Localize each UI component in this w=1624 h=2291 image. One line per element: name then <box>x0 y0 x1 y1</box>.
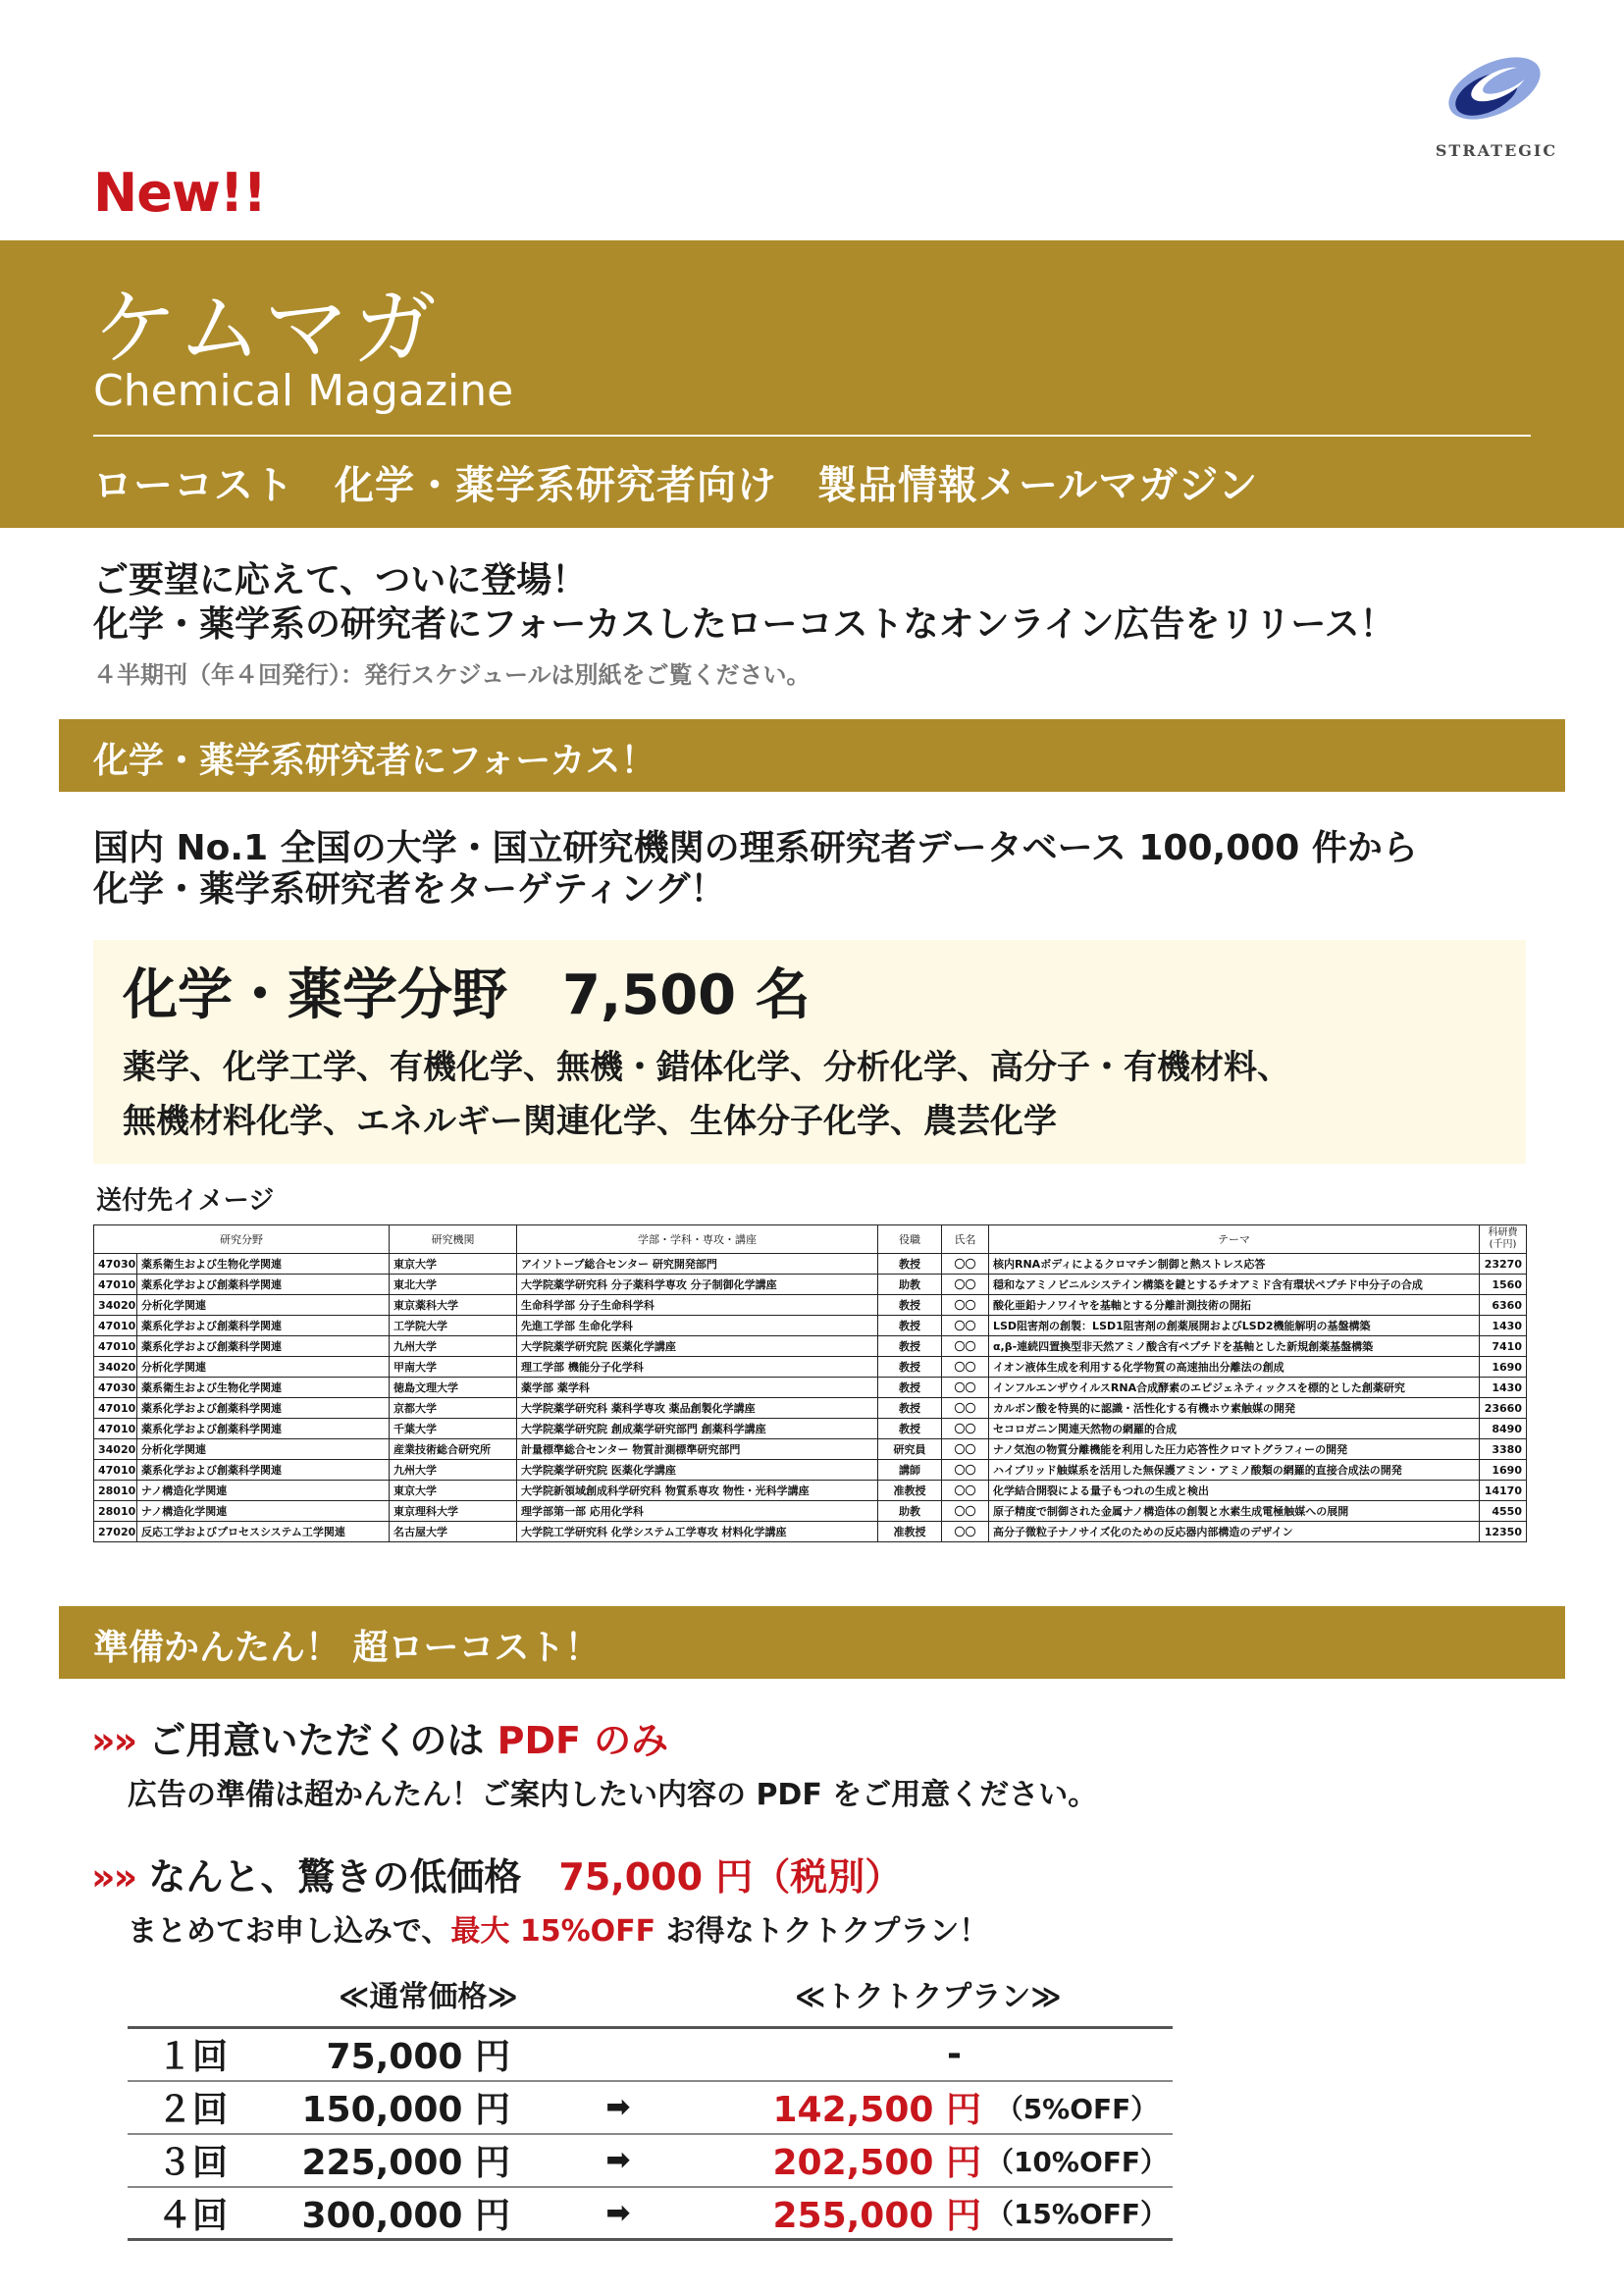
cell-institution: 徳島文理大学 <box>390 1378 517 1398</box>
bullet-low-price <box>91 1847 902 1900</box>
cell-department: 大学院薬学研究科 分子薬科学専攻 分子制御化学講座 <box>517 1275 878 1295</box>
cell-name: 〇〇 <box>942 1316 989 1336</box>
sample-image-label: 送付先イメージ <box>96 1186 275 1216</box>
cell-department: 計量標準総合センター 物質計測標準研究部門 <box>517 1439 878 1460</box>
cell-field-code: 47030 <box>94 1378 137 1398</box>
cell-grant: 1560 <box>1480 1275 1527 1295</box>
cell-institution: 東京薬科大学 <box>390 1295 517 1316</box>
cell-grant: 1690 <box>1480 1357 1527 1378</box>
price-count: ２回 <box>157 2090 229 2130</box>
cell-institution: 千葉大学 <box>390 1419 517 1439</box>
cell-name: 〇〇 <box>942 1275 989 1295</box>
cell-name: 〇〇 <box>942 1522 989 1542</box>
price-normal: 75,000 円 <box>326 2037 510 2078</box>
cell-department: 大学院薬学研究院 医薬化学講座 <box>517 1460 878 1481</box>
pdf-description: 広告の準備は超かんたん！ご案内したい内容の PDF をご用意ください。 <box>128 1778 1098 1812</box>
price-normal: 225,000 円 <box>301 2143 510 2183</box>
cell-theme: セコロガニン関連天然物の網羅的合成 <box>989 1419 1480 1439</box>
table-row <box>94 1501 1527 1522</box>
table-row <box>94 1460 1527 1481</box>
cell-field-name: 分析化学関連 <box>137 1295 390 1316</box>
cell-theme: 核内RNAボディによるクロマチン制御と熱ストレス応答 <box>989 1254 1480 1275</box>
cell-field-code: 47010 <box>94 1419 137 1439</box>
section-focus-title: 化学・薬学系研究者にフォーカス！ <box>93 741 656 781</box>
cell-name: 〇〇 <box>942 1481 989 1501</box>
cell-grant: 1430 <box>1480 1378 1527 1398</box>
price-plan: - <box>947 2034 962 2075</box>
cell-field-name: 薬系化学および創薬科学関連 <box>137 1336 390 1357</box>
price-arrow-icon: ➡ <box>605 2195 631 2230</box>
cell-position: 研究員 <box>878 1439 942 1460</box>
cell-institution: 京都大学 <box>390 1398 517 1419</box>
price-table <box>128 2026 1173 2241</box>
cell-grant: 4550 <box>1480 1501 1527 1522</box>
cell-field-name: 薬系化学および創薬科学関連 <box>137 1275 390 1295</box>
cell-field-code: 28010 <box>94 1501 137 1522</box>
intro-description: 化学・薬学系の研究者にフォーカスしたローコストなオンライン広告をリリース！ <box>93 604 1395 645</box>
cell-institution: 甲南大学 <box>390 1357 517 1378</box>
cell-theme: インフルエンザウイルスRNA合成酵素のエピジェネティックスを標的とした創薬研究 <box>989 1378 1480 1398</box>
logo-swoosh-icon <box>1438 39 1555 137</box>
cell-position: 助教 <box>878 1501 942 1522</box>
cell-theme: α,β-連続四置換型非天然アミノ酸含有ペプチドを基軸とした新規創薬基盤構築 <box>989 1336 1480 1357</box>
targeting-text: 化学・薬学系研究者をターゲティング！ <box>93 869 726 910</box>
cell-theme: 原子精度で制御された金属ナノ構造体の創製と水素生成電極触媒への展開 <box>989 1501 1480 1522</box>
cell-field-name: 薬系化学および創薬科学関連 <box>137 1419 390 1439</box>
table-row <box>94 1481 1527 1501</box>
sample-recipient-table <box>93 1224 1527 1542</box>
logo-text: STRATEGIC <box>1435 141 1558 160</box>
table-row <box>94 1254 1527 1275</box>
cell-theme: カルボン酸を特異的に認識・活性化する有機ホウ素触媒の開発 <box>989 1398 1480 1419</box>
cell-department: 大学院薬学研究院 医薬化学講座 <box>517 1336 878 1357</box>
cell-field-code: 34020 <box>94 1295 137 1316</box>
cell-field-name: 分析化学関連 <box>137 1439 390 1460</box>
bundle-suffix: お得なトクトクプラン！ <box>655 1914 989 1949</box>
price-plan: 202,500 円 <box>772 2143 981 2183</box>
header-normal-price: ≪通常価格≫ <box>339 1980 518 2014</box>
cell-position: 教授 <box>878 1419 942 1439</box>
cell-department: 理工学部 機能分子化学科 <box>517 1357 878 1378</box>
cell-field-code: 47010 <box>94 1398 137 1419</box>
cell-field-code: 34020 <box>94 1357 137 1378</box>
bullet-price-prefix: なんと、驚きの低価格 <box>148 1855 559 1899</box>
price-off: （15%OFF） <box>985 2198 1169 2231</box>
cell-field-name: 薬系化学および創薬科学関連 <box>137 1460 390 1481</box>
cell-department: 大学院新領域創成科学研究科 物質系専攻 物性・光科学講座 <box>517 1481 878 1501</box>
cell-theme: 化学結合開裂による量子もつれの生成と検出 <box>989 1481 1480 1501</box>
bundle-description <box>128 1906 988 1950</box>
price-count: ４回 <box>157 2195 229 2236</box>
cell-field-name: 薬系衛生および生物化学関連 <box>137 1254 390 1275</box>
cell-grant: 23270 <box>1480 1254 1527 1275</box>
cell-department: 理学部第一部 応用化学科 <box>517 1501 878 1522</box>
field-list-line1: 薬学、化学工学、有機化学、無機・錯体化学、分析化学、高分子・有機材料、 <box>123 1048 1290 1087</box>
cell-department: 薬学部 薬学科 <box>517 1378 878 1398</box>
cell-grant: 7410 <box>1480 1336 1527 1357</box>
cell-position: 助教 <box>878 1275 942 1295</box>
price-arrow-icon <box>510 2028 726 2081</box>
price-plan: 255,000 円 <box>772 2195 981 2236</box>
price-off: （5%OFF） <box>995 2092 1159 2125</box>
price-arrow-icon: ➡ <box>605 2090 631 2124</box>
cell-position: 准教授 <box>878 1481 942 1501</box>
bullet-pdf-only <box>91 1710 668 1764</box>
cell-institution: 工学院大学 <box>390 1316 517 1336</box>
cell-theme: イオン液体生成を利用する化学物質の高速抽出分離法の創成 <box>989 1357 1480 1378</box>
cell-name: 〇〇 <box>942 1419 989 1439</box>
field-count-title: 化学・薬学分野 7,500 名 <box>123 963 811 1027</box>
price-row <box>128 2187 1173 2240</box>
chevron-icon: » <box>91 1855 108 1899</box>
cell-field-name: 反応工学およびプロセスシステム工学関連 <box>137 1522 390 1542</box>
header-institution: 研究機関 <box>390 1225 517 1254</box>
field-summary-box <box>93 940 1526 1164</box>
cell-department: 大学院工学研究科 化学システム工学専攻 材料化学講座 <box>517 1522 878 1542</box>
cell-grant: 1430 <box>1480 1316 1527 1336</box>
cell-institution: 東京大学 <box>390 1481 517 1501</box>
cell-field-code: 47010 <box>94 1316 137 1336</box>
header-position: 役職 <box>878 1225 942 1254</box>
cell-theme: 酸化亜鉛ナノワイヤを基軸とする分離計測技術の開拓 <box>989 1295 1480 1316</box>
cell-position: 教授 <box>878 1357 942 1378</box>
cell-institution: 産業技術総合研究所 <box>390 1439 517 1460</box>
cell-institution: 九州大学 <box>390 1336 517 1357</box>
cell-theme: 穏和なアミノビニルシステイン構築を鍵とするチオアミド含有環状ペプチド中分子の合成 <box>989 1275 1480 1295</box>
cell-institution: 東京理科大学 <box>390 1501 517 1522</box>
cell-name: 〇〇 <box>942 1295 989 1316</box>
cell-grant: 12350 <box>1480 1522 1527 1542</box>
database-text: 国内 No.1 全国の大学・国立研究機関の理系研究者データベース 100,000 件から <box>93 828 1418 868</box>
cell-grant: 8490 <box>1480 1419 1527 1439</box>
cell-field-name: 薬系衛生および生物化学関連 <box>137 1378 390 1398</box>
cell-field-code: 47030 <box>94 1254 137 1275</box>
schedule-note: ４半期刊（年４回発行）：発行スケジュールは別紙をご覧ください。 <box>93 661 811 689</box>
cell-theme: ナノ気泡の物質分離機能を利用した圧力応答性クロマトグラフィーの開発 <box>989 1439 1480 1460</box>
price-row <box>128 2134 1173 2187</box>
cell-field-name: 分析化学関連 <box>137 1357 390 1378</box>
cell-field-code: 47010 <box>94 1275 137 1295</box>
table-row <box>94 1419 1527 1439</box>
cell-position: 教授 <box>878 1295 942 1316</box>
cell-position: 教授 <box>878 1398 942 1419</box>
cell-theme: ハイブリッド触媒系を活用した無保護アミン・アミノ酸類の網羅的直接合成法の開発 <box>989 1460 1480 1481</box>
table-row <box>94 1439 1527 1460</box>
price-count: ３回 <box>157 2143 229 2183</box>
price-off <box>981 2028 1173 2081</box>
table-row <box>94 1336 1527 1357</box>
cell-field-code: 28010 <box>94 1481 137 1501</box>
cell-department: 先進工学部 生命化学科 <box>517 1316 878 1336</box>
cell-field-name: 薬系化学および創薬科学関連 <box>137 1316 390 1336</box>
bullet-price-highlight: 75,000 円（税別） <box>558 1855 903 1899</box>
cell-position: 准教授 <box>878 1522 942 1542</box>
header-theme: テーマ <box>989 1225 1480 1254</box>
bullet-pdf-highlight: PDF のみ <box>497 1719 669 1762</box>
cell-name: 〇〇 <box>942 1439 989 1460</box>
table-row <box>94 1398 1527 1419</box>
cell-name: 〇〇 <box>942 1378 989 1398</box>
cell-grant: 23660 <box>1480 1398 1527 1419</box>
price-count: １回 <box>157 2037 229 2078</box>
cell-department: 大学院薬学研究科 薬科学専攻 薬品創製化学講座 <box>517 1398 878 1419</box>
table-row <box>94 1357 1527 1378</box>
product-tagline: ローコスト 化学・薬学系研究者向け 製品情報メールマガジン <box>93 463 1259 508</box>
header-grant: 科研費(千円) <box>1480 1225 1527 1254</box>
price-normal: 300,000 円 <box>301 2195 510 2236</box>
cell-department: アイソトープ総合センター 研究開発部門 <box>517 1254 878 1275</box>
price-normal: 150,000 円 <box>301 2090 510 2130</box>
cell-position: 教授 <box>878 1316 942 1336</box>
header-department: 学部・学科・専攻・講座 <box>517 1225 878 1254</box>
cell-field-name: ナノ構造化学関連 <box>137 1481 390 1501</box>
bundle-prefix: まとめてお申し込みで、 <box>128 1914 451 1949</box>
price-arrow-icon: ➡ <box>605 2143 631 2177</box>
cell-institution: 東北大学 <box>390 1275 517 1295</box>
cell-field-code: 47010 <box>94 1460 137 1481</box>
cell-institution: 名古屋大学 <box>390 1522 517 1542</box>
bullet-pdf-prefix: ご用意いただくのは <box>148 1719 498 1762</box>
cell-position: 教授 <box>878 1254 942 1275</box>
cell-name: 〇〇 <box>942 1336 989 1357</box>
header-plan-price: ≪トクトクプラン≫ <box>795 1980 1062 2014</box>
header-name: 氏名 <box>942 1225 989 1254</box>
cell-theme: LSD阻害剤の創製：LSD1阻害剤の創薬展開およびLSD2機能解明の基盤構築 <box>989 1316 1480 1336</box>
cell-field-name: ナノ構造化学関連 <box>137 1501 390 1522</box>
table-row <box>94 1295 1527 1316</box>
section-focus-header <box>59 719 1565 792</box>
hero-divider <box>93 435 1531 437</box>
cell-grant: 1690 <box>1480 1460 1527 1481</box>
product-subtitle: Chemical Magazine <box>93 366 514 416</box>
cell-grant: 6360 <box>1480 1295 1527 1316</box>
cell-institution: 東京大学 <box>390 1254 517 1275</box>
cell-name: 〇〇 <box>942 1501 989 1522</box>
chevron-icon: » <box>113 1855 131 1899</box>
strategic-logo <box>1423 39 1570 160</box>
price-row <box>128 2028 1173 2081</box>
cell-position: 教授 <box>878 1336 942 1357</box>
field-list-line2: 無機材料化学、エネルギー関連化学、生体分子化学、農芸化学 <box>123 1102 1057 1141</box>
cell-field-code: 34020 <box>94 1439 137 1460</box>
cell-grant: 3380 <box>1480 1439 1527 1460</box>
table-row <box>94 1316 1527 1336</box>
price-plan: 142,500 円 <box>772 2090 981 2130</box>
header-field: 研究分野 <box>94 1225 390 1254</box>
price-row <box>128 2081 1173 2134</box>
table-row <box>94 1275 1527 1295</box>
cell-grant: 14170 <box>1480 1481 1527 1501</box>
section-easy-header <box>59 1606 1565 1679</box>
hero-banner <box>0 240 1624 528</box>
cell-name: 〇〇 <box>942 1460 989 1481</box>
bundle-discount: 最大 15%OFF <box>450 1914 656 1949</box>
cell-name: 〇〇 <box>942 1398 989 1419</box>
table-row <box>94 1522 1527 1542</box>
cell-theme: 高分子微粒子ナノサイズ化のための反応器内部構造のデザイン <box>989 1522 1480 1542</box>
sample-table-header <box>94 1225 1527 1254</box>
cell-field-name: 薬系化学および創薬科学関連 <box>137 1398 390 1419</box>
cell-position: 講師 <box>878 1460 942 1481</box>
cell-department: 大学院薬学研究院 創成薬学研究部門 創薬科学講座 <box>517 1419 878 1439</box>
cell-name: 〇〇 <box>942 1357 989 1378</box>
cell-field-code: 47010 <box>94 1336 137 1357</box>
intro-headline: ご要望に応えて、ついに登場！ <box>93 560 588 600</box>
cell-name: 〇〇 <box>942 1254 989 1275</box>
cell-department: 生命科学部 分子生命科学科 <box>517 1295 878 1316</box>
price-off: （10%OFF） <box>985 2145 1169 2178</box>
cell-institution: 九州大学 <box>390 1460 517 1481</box>
table-row <box>94 1378 1527 1398</box>
section-easy-title: 準備かんたん！ 超ローコスト！ <box>93 1628 601 1668</box>
cell-position: 教授 <box>878 1378 942 1398</box>
chevron-icon: » <box>113 1719 131 1762</box>
product-title: ケムマガ <box>93 280 441 378</box>
chevron-icon: » <box>91 1719 108 1762</box>
cell-field-code: 27020 <box>94 1522 137 1542</box>
new-badge: New!! <box>93 162 266 224</box>
